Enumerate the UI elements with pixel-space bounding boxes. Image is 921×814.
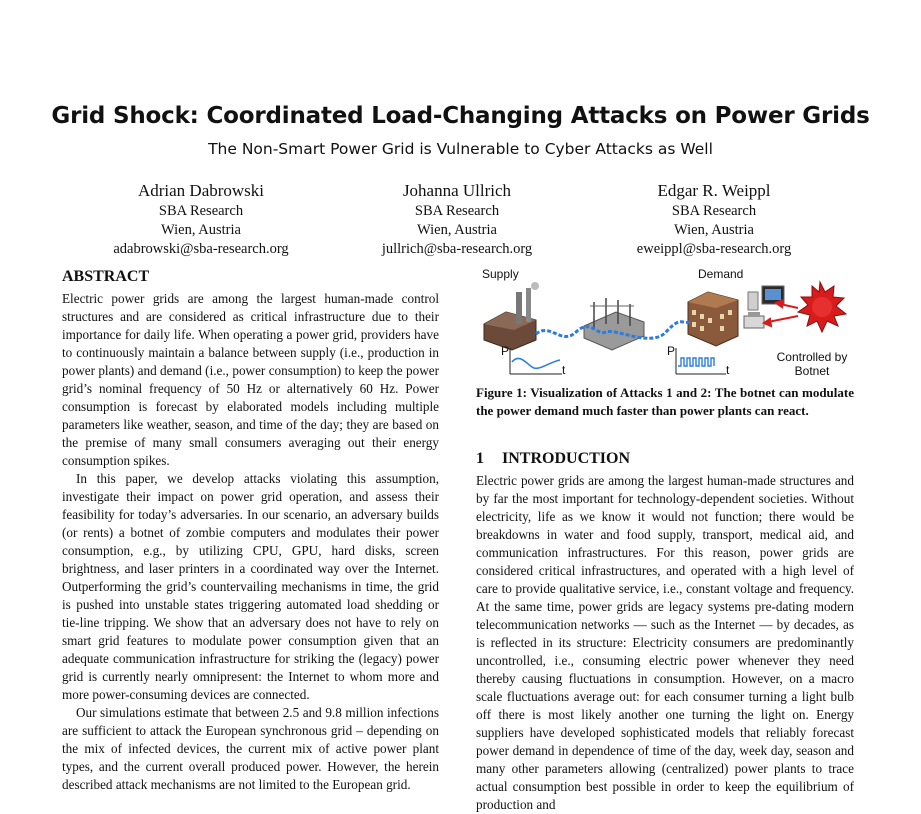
author-block [71,180,331,259]
figure-1 [476,262,856,380]
author-name: Adrian Dabrowski [137,181,265,200]
abstract-heading: ABSTRACT [62,268,150,285]
figure-caption: Figure 1: Visualization of Attacks 1 and 2: The botnet can modulate the power demand much faster than power plants can react. [476,385,854,418]
botnet-virus-icon [798,282,846,332]
power-plant-icon [484,282,539,350]
printer-icon [744,312,764,328]
author-affiliation: SBA Research [158,203,244,219]
abstract-paragraph: In this paper, we develop attacks violating this assumption, investigate their impact on power grid operation, and assess their feasibility for today’s adversaries. In our scenario, an adversary builds (or rents) a botnet of zombie computers and modulates their power consumption, e.g., by utilizing CPU, GPU, hard disks, screen brightness, and laser printers in a coordinated way over the Internet. Outperforming the grid’s countervailing mechanisms in time, the grid is pushed into unstable states triggering automated load shedding or tie-line tripping. We show that an adversary does not have to rely on smart grid features to modulate power consumption given that an adequate communication infrastructure for striking the (legacy) power grid is currently nearly omnipresent: the Internet to whom more and more power-consuming devices are connected. [62,471,439,702]
author-location: Wien, Austria [674,222,754,238]
paper-title: Grid Shock: Coordinated Load-Changing Attacks on Power Grids [51,103,870,129]
introduction-paragraph: Electric power grids are among the largest human-made structures and by far the most important for technology-dependent societies. Without electricity, life as we know it would not function; there would be breakdowns in water and food supply, transport, medical aid, and communication infrastructures. For this reason, power grids are considered critical infrastructures, and operated with a high level of care to provide qualitative service, i.e., constant voltage and frequency. At the same time, power grids are legacy systems pre-dating modern telecommunication networks — such as the Internet — by decades, as is reflected in its structure: Electricity consumers are predominantly uncontrolled, i.e., consuming electric power whenever they need thereby causing fluctuations in consumption. However, on a macro scale fluctuations average out: for each consumer turning a light bulb off there is most likely another one turning the light on. Energy suppliers have developed sophisticated models that reliably forecast power demand in dependence of time of the day, week day, season and many other parameters allowing (centralized) power plants to trace actual consumption best possible in order to keep the equilibrium of production and [476,473,854,812]
supply-chart [510,348,562,374]
author-email[interactable]: eweippl@sba-research.org [636,241,792,257]
demand-axis-t: t [726,363,730,377]
author-block [327,180,587,259]
demand-axis-p: P [667,344,676,358]
supply-label: Supply [482,267,519,281]
author-location: Wien, Austria [417,222,497,238]
author-location: Wien, Austria [161,222,241,238]
controlled-label-line1: Controlled by [776,350,848,364]
abstract-column [62,268,439,794]
author-email[interactable]: jullrich@sba-research.org [381,241,533,257]
introduction-column [476,472,854,814]
section-number: 1 [476,450,484,467]
controlled-label-line2: Botnet [794,364,830,378]
paper-subtitle: The Non-Smart Power Grid is Vulnerable to Cyber Attacks as Well [208,140,713,158]
author-email[interactable]: adabrowski@sba-research.org [113,241,289,257]
building-icon [688,292,738,346]
demand-label: Demand [698,267,744,281]
abstract-paragraph: Electric power grids are among the largest human-made control structures and are considered as critical infrastructure due to their importance for daily life. When operating a power grid, providers have to continuously maintain a balance between supply (i.e., production in power plants) and demand (i.e., power consumption) to keep the power grid’s nominal frequency of 50 Hz or alternatively 60 Hz. Power consumption is forecast by elaborated models including multiple parameters like weather, season, and time of the day; they are based on the premise of many small consumers averaging out their energy consumption spikes. [62,291,439,468]
supply-axis-p: P [501,344,510,358]
author-name: Edgar R. Weippl [657,181,771,200]
substation-icon [584,298,644,350]
introduction-heading [476,450,630,468]
computer-icon [748,286,784,310]
author-affiliation: SBA Research [671,203,757,219]
demand-chart [676,348,726,374]
author-affiliation: SBA Research [414,203,500,219]
section-title: INTRODUCTION [502,450,631,467]
author-name: Johanna Ullrich [402,181,512,200]
supply-axis-t: t [562,363,566,377]
controlled-label [772,350,852,378]
abstract-paragraph: Our simulations estimate that between 2.5 and 9.8 million infections are sufficient to attack the European synchronous grid – depending on the mix of infected devices, the current mix of active power plant types, and the current overall produced power. However, the herein described attack mechanisms are not limited to the European grid. [62,705,439,792]
author-block [584,180,844,259]
